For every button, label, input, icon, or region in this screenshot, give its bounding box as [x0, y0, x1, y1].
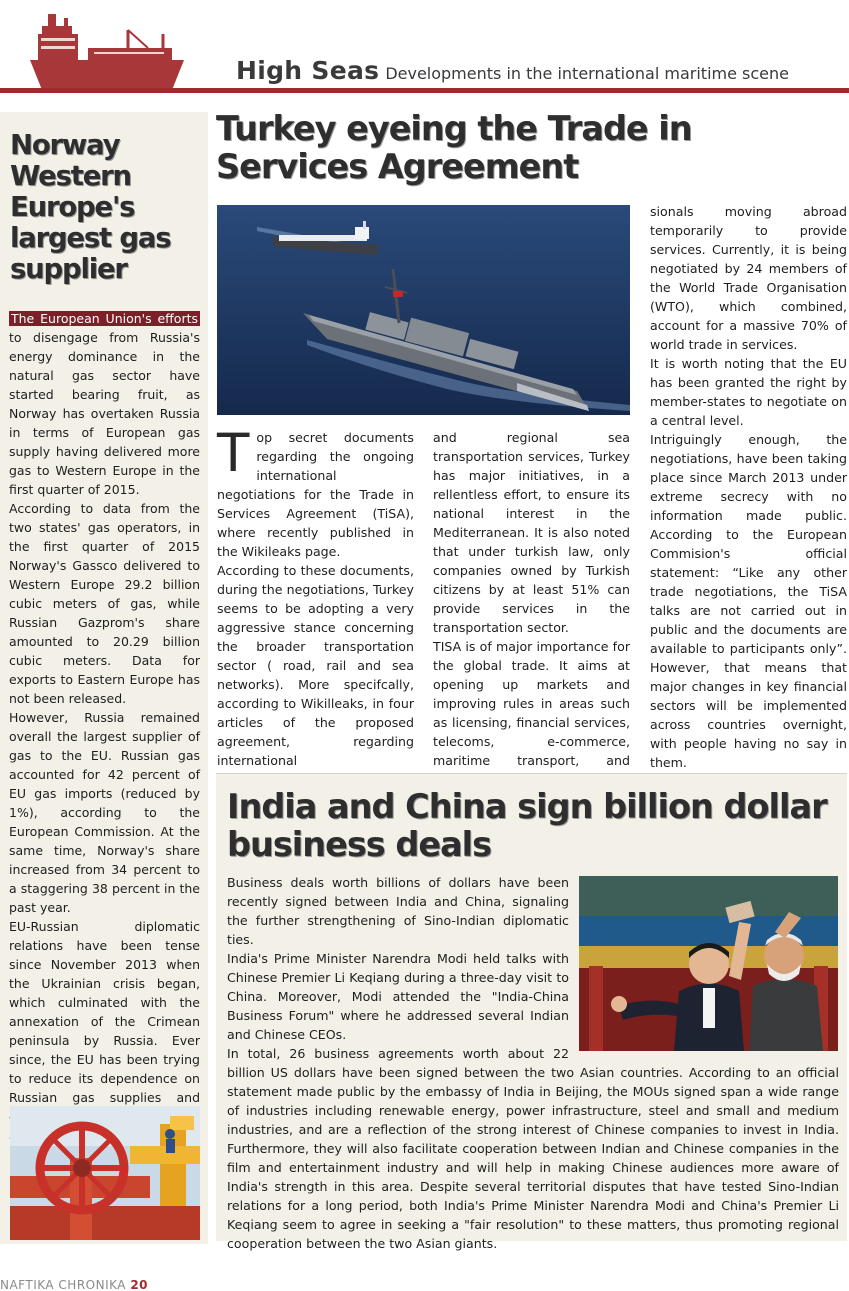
- headline-line: Europe's: [10, 191, 135, 223]
- turkey-paragraph: [217, 423, 414, 561]
- magazine-name: NAFTIKA CHRONIKA: [0, 1278, 126, 1291]
- india-paragraph: India's Prime Minister Narendra Modi held talks with Chinese Premier Li Keqiang during a three-day visit to China. Moreover, Modi attended the "India-China Business Forum" where he addressed several Indian and Chinese CEOs.: [227, 951, 569, 1042]
- india-china-article: [216, 773, 847, 1251]
- sidebar-body: [9, 309, 200, 1145]
- lead-text: to disengage from Russia's energy dominance in the natural gas sector have started bearing fruit, as Norway has overtaken Russia in terms of European gas supply having delivered more gas to Western Europe in the first quarter of 2015.: [9, 330, 200, 497]
- sidebar-paragraph: According to data from the two states' gas operators, in the first quarter of 2015 Norway's Gassco delivered to Western Europe 29.2 billion cubic meters of gas, while Russian Gazprom's share amounted to 20.29 billion cubic meters. Data for exports to Eastern Europe has not been released.: [9, 501, 200, 706]
- headline-line: supplier: [10, 253, 127, 285]
- leaders-selfie-photo: [579, 876, 838, 1051]
- section-subtitle: Developments in the international maritime scene: [385, 64, 789, 83]
- headline-line: Norway: [10, 129, 120, 161]
- page-number: 20: [130, 1278, 149, 1291]
- turkey-paragraph: According to these documents, during the negotiations, Turkey seems to be adopting a very aggressive stance concerning the broader transportation sector ( road, rail and sea networks). More specifcally, according to Wikilleaks, in four articles of the proposed agreement, regarding international: [217, 563, 414, 768]
- headline-line: Western: [10, 160, 131, 192]
- section-title: [236, 56, 789, 85]
- kicker-label: The European Union's efforts: [11, 311, 198, 326]
- turkey-column-2: [433, 428, 630, 789]
- header-divider: [0, 88, 849, 93]
- page-footer: [0, 1278, 148, 1291]
- turkey-paragraph: and regional sea transportation services, Turkey has major initiatives, in a rellentless effort, to ensure its national interest in the Mediterranean. It is also noted that under turkish law, only companies owned by Turkish citizens by at least 51% can provide services in the transportation sector.: [433, 430, 630, 635]
- page-header: [0, 0, 849, 96]
- headline-line: largest gas: [10, 222, 171, 254]
- sidebar-article: [0, 112, 208, 1244]
- sidebar-paragraph: However, Russia remained overall the largest supplier of gas to the EU. Russian gas accounted for 42 percent of EU gas imports (reduced by 1%), according to the European Commission. At the same time, Norway's share increased from 34 percent to a staggering 38 percent in the past year.: [9, 710, 200, 915]
- turkey-column-3: [650, 202, 847, 772]
- turkey-col1-text: op secret documents regarding the ongoing international negotiations for the Trade in Services Agreement (TiSA), where recently published in the Wikileaks page.: [217, 430, 414, 559]
- india-paragraph: Business deals worth billions of dollars have been recently signed between India and China, signaling the further strengthening of Sino-Indian diplomatic ties.: [227, 875, 569, 947]
- turkey-paragraph: TISA is of major importance for the global trade. It aims at opening up markets and improving rules in areas such as licensing, financial services, telecoms, e-commerce, maritime transport, and: [433, 639, 630, 768]
- dropcap-letter: T: [217, 423, 250, 484]
- sidebar-headline: [10, 130, 206, 285]
- warship-at-sea-photo: [217, 205, 630, 415]
- turkey-column-1: [217, 423, 414, 770]
- section-name: High Seas: [236, 56, 380, 85]
- sidebar-paragraph: EU-Russian diplomatic relations have been tense since November 2013 when the Ukrainian crisis began, which culminated with the annexation of the Crimean peninsula by Russia. Ever since, the EU has been trying to reduce its dependence on Russian gas supplies and: [9, 919, 200, 1105]
- gas-pipeline-valve-photo: [10, 1106, 200, 1240]
- turkey-paragraph: Intriguingly enough, the negotiations, have been taking place since March 2013 under extreme secrecy with no information made public. According to the European Commision's official statement: “Like any other trade negotiations, the TiSA talks are not carried out in public and the documents are available to participants only”. However, that means that major changes in key financial sectors will be implemented across countries overnight, with people having no say in them.: [650, 432, 847, 770]
- turkey-paragraph: sionals moving abroad temporarily to provide services. Currently, it is being negotiated by 24 members of the World Trade Organisation (WTO), which combined, account for a massive 70% of world trade in services.: [650, 204, 847, 352]
- india-paragraph: In total, 26 business agreements worth about 22 billion US dollars have been signed between the two Asian countries. According to an official statement made public by the embassy of India in Beijing, the MOUs signed span a wide range of industries including renewable energy, power infrastructure, steel and small and medium industries, and are a reflection of the strong interest of Chinese companies to invest in India. Furthermore, they will also facilitate cooperation between Indian and Chinese companies in the film and entertainment industry and will help in making Chinese audiences more aware of India's strength in this area. Despite several territorial disputes that have tested Sino-Indian relations for a long period, both India's Prime Minister Narendra Modi and China's Premier Li Keqiang seem to agree in seeking a "fair resolution" to these matters, thus promoting regional cooperation between the two Asian giants.: [227, 1046, 839, 1251]
- turkey-headline: Turkey eyeing the Trade in Services Agreement: [216, 109, 692, 186]
- sidebar-lead-paragraph: [9, 309, 200, 499]
- cargo-ship-logo-icon: [8, 4, 188, 92]
- turkey-paragraph: It is worth noting that the EU has been granted the right by member-states to negotiate on a central level.: [650, 356, 847, 428]
- india-china-headline: India and China sign billion dollar business deals: [227, 787, 827, 864]
